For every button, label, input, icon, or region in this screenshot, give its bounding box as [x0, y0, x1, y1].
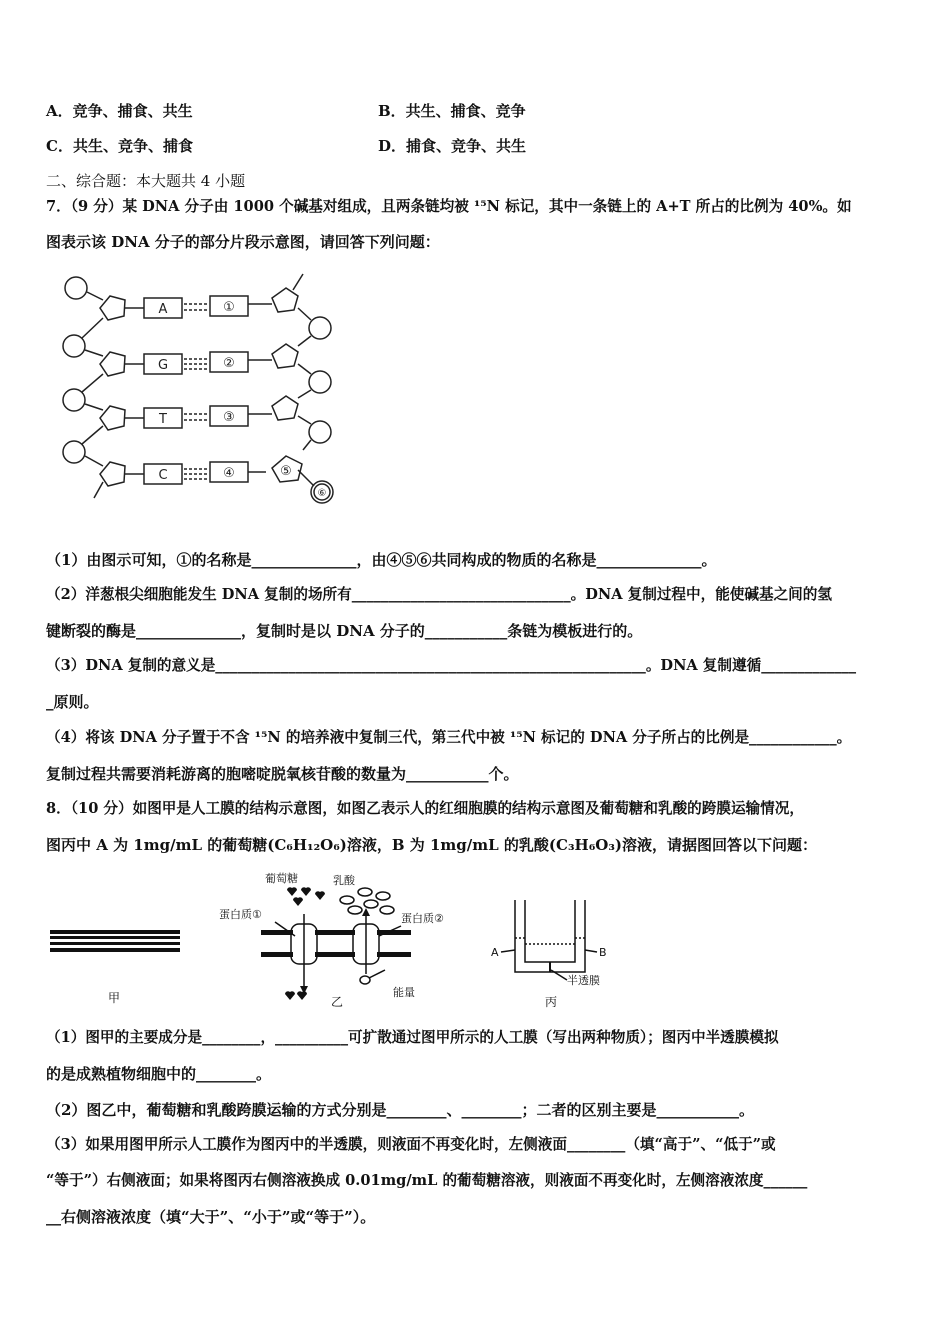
base-right-1: ② — [223, 356, 235, 371]
q8-stem-line1: 8．（10 分）如图甲是人工膜的结构示意图，如图乙表示人的红细胞膜的结构示意图及葡萄糖和乳酸的跨膜运输情况， — [46, 800, 804, 817]
option-d: D．捕食、竞争、共生 — [378, 137, 527, 155]
q8-part3-line1: （3）如果用图甲所示人工膜作为图丙中的半透膜，则液面不再变化时，左侧液面________（填“高于”、“低于”或 — [46, 1136, 776, 1153]
base-left-0: A — [158, 302, 168, 317]
option-c: C．共生、竞争、捕食 — [46, 137, 193, 155]
label-glucose: 葡萄糖 — [265, 872, 298, 885]
q8-part3-line2: “等于”）右侧液面；如果将图丙右侧溶液换成 0.01mg/mL 的葡萄糖溶液，则液面不再变化时，左侧溶液浓度______ — [46, 1172, 808, 1189]
q8-part1-line2: 的是成熟植物细胞中的________。 — [46, 1065, 272, 1083]
q7-stem-line1: 7．（9 分）某 DNA 分子由 1000 个碱基对组成，且两条链均被 ¹⁵N 标记，其中一条链上的 A+T 所占的比例为 40%。如 — [46, 198, 852, 215]
label-lactic: 乳酸 — [333, 874, 355, 887]
base-right-0: ① — [223, 300, 235, 315]
option-b: B．共生、捕食、竞争 — [378, 102, 526, 120]
option-a: A．竞争、捕食、共生 — [46, 102, 193, 120]
membrane-figure-yi — [215, 870, 475, 1010]
label-membrane: 半透膜 — [567, 974, 600, 987]
label-protein2: 蛋白质② — [401, 912, 444, 925]
label-protein1: 蛋白质① — [219, 908, 262, 921]
label-jia: 甲 — [107, 991, 121, 1005]
section-title: 二、综合题：本大题共 4 小题 — [46, 172, 246, 190]
label-6: ⑥ — [317, 488, 327, 499]
label-side-b: B — [599, 946, 607, 959]
base-left-1: G — [157, 358, 169, 373]
q7-part3-line2: _原则。 — [46, 693, 99, 711]
membrane-figure-jia — [46, 920, 186, 1010]
dna-diagram — [58, 270, 348, 520]
q7-part2-line2: 键断裂的酶是______________，复制时是以 DNA 分子的___________条链为模板进行的。 — [46, 622, 643, 640]
q7-part1: （1）由图示可知，①的名称是______________，由④⑤⑥共同构成的物质的名称是______________。 — [46, 551, 717, 569]
q7-part2-line1: （2）洋葱根尖细胞能发生 DNA 复制的场所有______________________________。DNA 复制过程中，能使碱基之间的氢 — [46, 586, 832, 603]
base-right-3: ④ — [223, 466, 235, 481]
label-energy: 能量 — [393, 986, 415, 999]
base-right-2: ③ — [223, 410, 235, 425]
label-bing: 丙 — [545, 995, 558, 1009]
q7-part4-line1: （4）将该 DNA 分子置于不含 ¹⁵N 的培养液中复制三代，第三代中被 ¹⁵N 标记的 DNA 分子所占的比例是____________。 — [46, 729, 852, 746]
u-tube-figure-bing — [485, 880, 635, 1010]
label-side-a: A — [491, 946, 499, 959]
q8-part2: （2）图乙中，葡萄糖和乳酸跨膜运输的方式分别是________、________；二者的区别主要是___________。 — [46, 1101, 754, 1119]
q7-part4-line2: 复制过程共需要消耗游离的胞嘧啶脱氧核苷酸的数量为___________个。 — [46, 765, 519, 783]
q8-part1-line1: （1）图甲的主要成分是________，__________可扩散通过图甲所示的人工膜（写出两种物质）；图丙中半透膜模拟 — [46, 1029, 779, 1046]
q7-part3-line1: （3）DNA 复制的意义是___________________________________________________________。DNA 复制遵循_____________ — [46, 657, 857, 674]
q8-part3-line3: __右侧溶液浓度（填“大于”、“小于”或“等于”）。 — [46, 1208, 376, 1226]
label-yi: 乙 — [331, 995, 344, 1009]
q7-stem-line2: 图表示该 DNA 分子的部分片段示意图，请回答下列问题： — [46, 233, 440, 251]
q8-stem-line2: 图丙中 A 为 1mg/mL 的葡萄糖(C₆H₁₂O₆)溶液，B 为 1mg/mL 的乳酸(C₃H₆O₃)溶液，请据图回答以下问题： — [46, 836, 817, 854]
label-5: ⑤ — [280, 464, 292, 479]
base-left-2: T — [159, 412, 167, 427]
base-left-3: C — [158, 468, 168, 483]
